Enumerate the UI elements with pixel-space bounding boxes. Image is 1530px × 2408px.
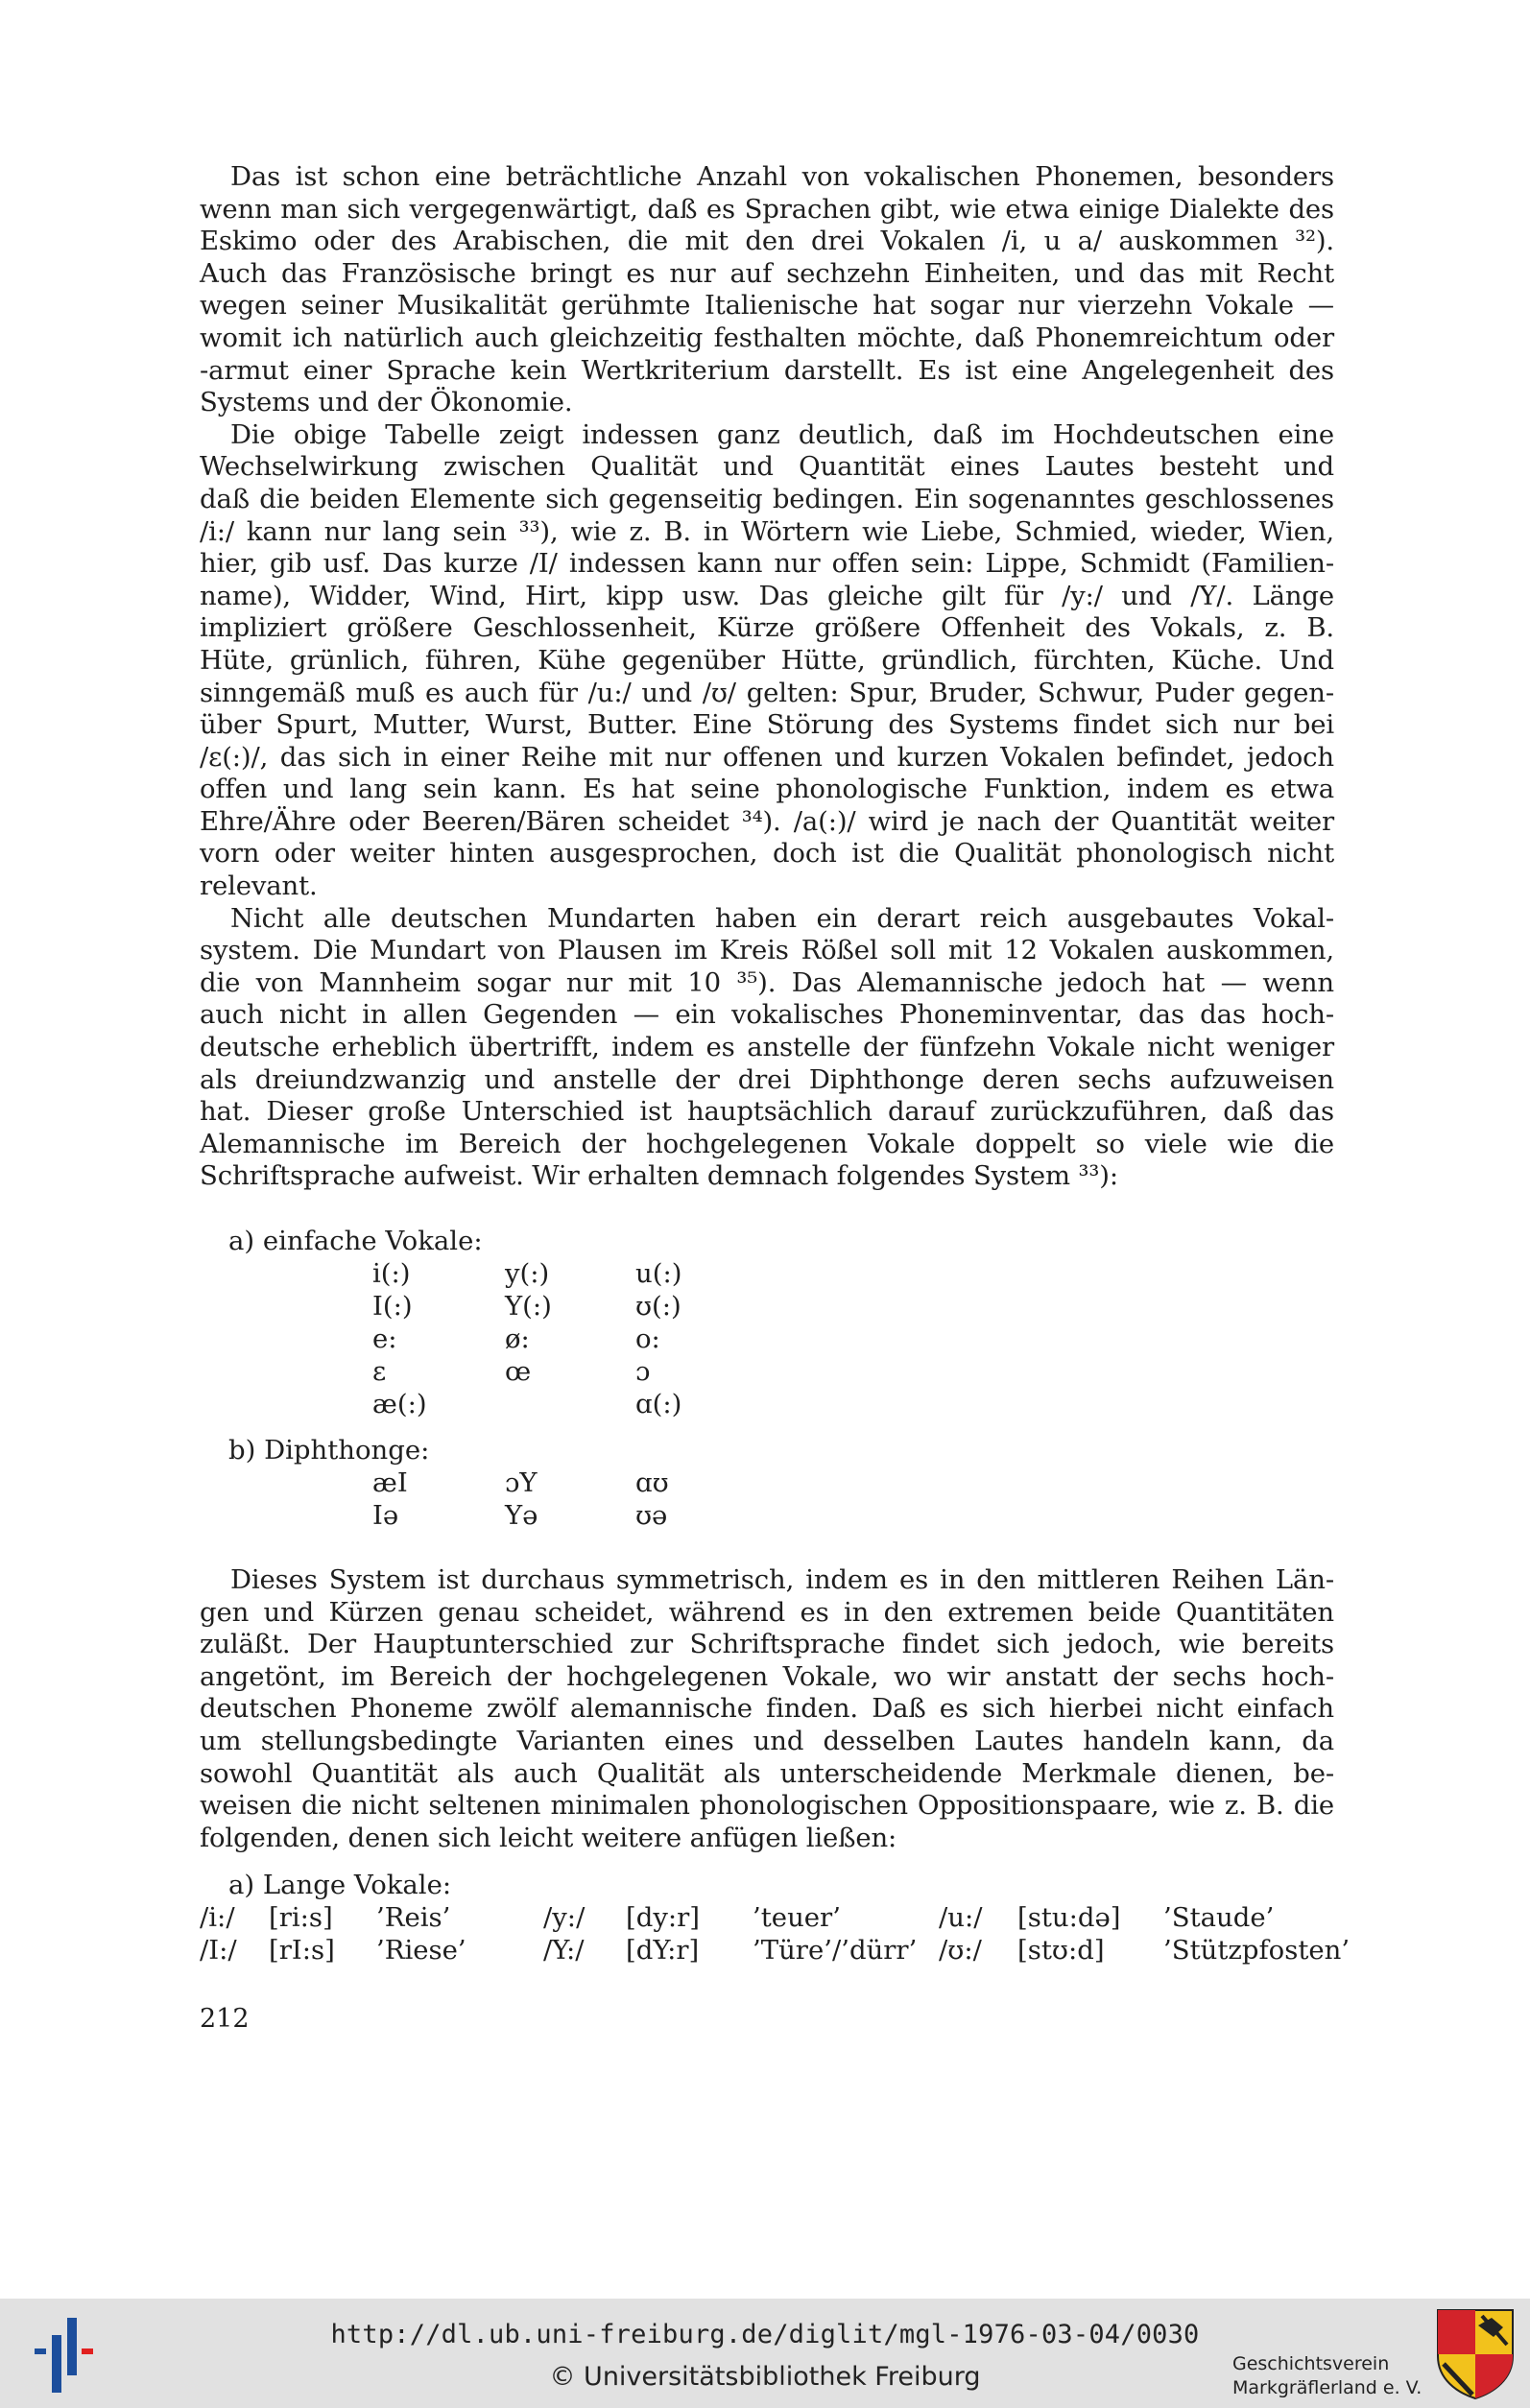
text-line: gen und Kürzen genau scheidet, während es in den extremen beide Quantitäten (200, 1596, 1334, 1628)
text-line: auch nicht in allen Gegenden — ein vokalisches Phoneminventar, das das hoch- (200, 999, 1334, 1031)
text-line: name), Widder, Wind, Hirt, kipp usw. Das gleiche gilt für /y:/ und /Y/. Länge (200, 580, 1334, 611)
text-line: Systems und der Ökonomie. (200, 387, 573, 418)
diphthong-cell: ɔY (505, 1467, 538, 1498)
vowel-cell: ɔ (635, 1356, 651, 1387)
text-line: vorn oder weiter hinten ausgesprochen, doch ist die Qualität phonologisch nicht (200, 838, 1334, 870)
minimal-pair-cell: ’Riese’ (376, 1935, 466, 1966)
minimal-pair-cell: ’Türe’/’dürr’ (753, 1935, 918, 1966)
minimal-pair-cell: ’Stützpfosten’ (1163, 1935, 1351, 1966)
text-line: /ɛ(:)/, das sich in einer Reihe mit nur offenen und kurzen Vokalen befindet, jedoch (200, 741, 1334, 773)
text-line: impliziert größere Geschlossenheit, Kürze größere Offenheit des Vokals, z. B. (200, 612, 1334, 644)
vowel-cell: ø: (505, 1323, 530, 1354)
paragraph (200, 161, 1334, 419)
minimal-pair-cell: /y:/ (543, 1902, 586, 1933)
text-line: deutschen Phoneme zwölf alemannische finden. Daß es sich hierbei nicht einfach (200, 1693, 1334, 1725)
text-line: Wechselwirkung zwischen Qualität und Quantität eines Lautes besteht und (200, 451, 1334, 483)
minimal-pair-cell: /I:/ (200, 1935, 237, 1966)
text-line: die von Mannheim sogar nur mit 10 ³⁵). Das Alemannische jedoch hat — wenn (200, 966, 1334, 998)
text-line: system. Die Mundart von Plausen im Kreis Rößel soll mit 12 Vokalen auskommen, (200, 935, 1334, 966)
text-line: folgenden, denen sich leicht weitere anfügen ließen: (200, 1822, 897, 1853)
text-line: hat. Dieser große Unterschied ist hauptsächlich darauf zurückzuführen, daß das (200, 1096, 1334, 1128)
minimal-pair-cell: [rI:s] (269, 1935, 335, 1966)
text-line: womit ich natürlich auch gleichzeitig festhalten möchte, daß Phonemreichtum oder (200, 322, 1334, 353)
text-line: sinngemäß muß es auch für /u:/ und /ʊ/ gelten: Spur, Bruder, Schwur, Puder gegen- (200, 677, 1334, 708)
text-line: zuläßt. Der Hauptunterschied zur Schriftsprache findet sich jedoch, wie bereits (200, 1629, 1334, 1660)
minimal-pair-cell: [ri:s] (269, 1902, 333, 1933)
text-line: Dieses System ist durchaus symmetrisch, indem es in den mittleren Reihen Län- (230, 1564, 1334, 1595)
society-name-line2: Markgräflerland e. V. (1232, 2377, 1422, 2398)
minimal-pair-cell: /Y:/ (543, 1935, 585, 1966)
vowel-cell: o: (635, 1323, 660, 1354)
vowel-cell: œ (505, 1356, 532, 1387)
vowels-heading: a) einfache Vokale: (228, 1226, 483, 1256)
text-line: Eskimo oder des Arabischen, die mit den drei Vokalen /i, u a/ auskommen ³²). (200, 226, 1334, 257)
vowel-cell: ɛ (372, 1356, 387, 1387)
text-line: Ehre/Ähre oder Beeren/Bären scheidet ³⁴). /a(:)/ wird je nach der Quantität weiter (200, 805, 1334, 837)
paragraph (200, 1564, 1334, 1854)
minimal-pair-cell: [dy:r] (626, 1902, 701, 1933)
diphthong-cell: ʊə (635, 1500, 668, 1531)
society-name-line1: Geschichtsverein (1232, 2353, 1390, 2374)
copyright-text: © Universitätsbibliothek Freiburg (549, 2362, 981, 2392)
vowel-cell: y(:) (505, 1258, 550, 1289)
text-line: als dreiundzwanzig und anstelle der drei Diphthonge deren sechs aufzuweisen (200, 1063, 1334, 1095)
paragraph (200, 419, 1334, 903)
vowel-cell: e: (372, 1323, 397, 1354)
text-line: Auch das Französische bringt es nur auf sechzehn Einheiten, und das mit Recht (200, 257, 1334, 289)
diphthong-cell: Iə (372, 1500, 399, 1531)
text-line: offen und lang sein kann. Es hat seine phonologische Funktion, indem es etwa (200, 774, 1334, 805)
minimal-pair-cell: ’Reis’ (376, 1902, 451, 1933)
minimal-pair-cell: /ʊ:/ (939, 1935, 982, 1966)
text-line: Schriftsprache aufweist. Wir erhalten demnach folgendes System ³³): (200, 1160, 1119, 1192)
paragraph (200, 903, 1334, 1193)
diphthong-cell: ɑʊ (635, 1467, 669, 1498)
diphthongs-heading: b) Diphthonge: (228, 1435, 430, 1466)
text-line: weisen die nicht seltenen minimalen phonologischen Oppositionspaare, wie z. B. die (200, 1790, 1334, 1822)
text-line: Das ist schon eine beträchtliche Anzahl von vokalischen Phonemen, besonders (230, 161, 1334, 192)
vowel-cell: I(:) (372, 1291, 413, 1322)
minimal-pair-cell: ’teuer’ (753, 1902, 841, 1933)
text-line: /i:/ kann nur lang sein ³³), wie z. B. in Wörtern wie Liebe, Schmied, wieder, Wien, (200, 515, 1334, 547)
diphthong-cell: æI (372, 1467, 408, 1498)
minimal-pair-cell: ’Staude’ (1163, 1902, 1275, 1933)
society-name (1232, 2352, 1422, 2400)
page-number: 212 (200, 2004, 250, 2034)
text-line: daß die beiden Elemente sich gegenseitig bedingen. Ein sogenanntes geschlossenes (200, 483, 1334, 514)
text-line: wenn man sich vergegenwärtigt, daß es Sprachen gibt, wie etwa einige Dialekte des (200, 193, 1334, 225)
body-text (200, 161, 1334, 1193)
text-line: angetönt, im Bereich der hochgelegenen Vokale, wo wir anstatt der sechs hoch- (200, 1660, 1334, 1692)
minimal-pair-cell: [dY:r] (626, 1935, 700, 1966)
viewer-footer (0, 2299, 1530, 2408)
text-line: -armut einer Sprache kein Wertkriterium darstellt. Es ist eine Angelegenheit des (200, 354, 1334, 386)
text-line: hier, gib usf. Das kurze /I/ indessen kann nur offen sein: Lippe, Schmidt (Familien- (200, 548, 1334, 580)
text-line: relevant. (200, 870, 318, 902)
minimal-pair-cell: /u:/ (939, 1902, 983, 1933)
vowel-cell: Y(:) (505, 1291, 552, 1322)
vowel-cell: æ(:) (372, 1389, 427, 1419)
vowel-cell: ɑ(:) (635, 1389, 682, 1419)
vowel-cell: i(:) (372, 1258, 411, 1289)
vowel-cell: u(:) (635, 1258, 682, 1289)
text-line: um stellungsbedingte Varianten eines und desselben Lautes handeln kann, da (200, 1725, 1334, 1756)
minimal-pair-cell: [stu:də] (1017, 1902, 1121, 1933)
minimal-pair-cell: [stʊ:d] (1017, 1935, 1105, 1966)
text-line: Die obige Tabelle zeigt indessen ganz deutlich, daß im Hochdeutschen eine (230, 418, 1334, 450)
vowel-cell: ʊ(:) (635, 1291, 681, 1322)
text-line: deutsche erheblich übertrifft, indem es anstelle der fünfzehn Vokale nicht weniger (200, 1032, 1334, 1063)
long-vowels-heading: a) Lange Vokale: (228, 1870, 452, 1900)
text-line: wegen seiner Musikalität gerühmte Italienische hat sogar nur vierzehn Vokale — (200, 290, 1334, 322)
body-text-continued (200, 1564, 1334, 1854)
permalink-url[interactable]: http://dl.ub.uni-freiburg.de/diglit/mgl-1976-03-04/0030 (330, 2320, 1200, 2349)
text-line: sowohl Quantität als auch Qualität als unterscheidende Merkmale dienen, be- (200, 1757, 1334, 1789)
diphthong-cell: Yə (505, 1500, 538, 1531)
text-line: über Spurt, Mutter, Wurst, Butter. Eine Störung des Systems findet sich nur bei (200, 709, 1334, 741)
text-line: Alemannische im Bereich der hochgelegenen Vokale doppelt so viele wie die (200, 1128, 1334, 1159)
coat-of-arms-icon (1434, 2306, 1517, 2404)
minimal-pair-cell: /i:/ (200, 1902, 235, 1933)
text-line: Nicht alle deutschen Mundarten haben ein derart reich ausgebautes Vokal- (230, 902, 1334, 934)
text-line: Hüte, grünlich, führen, Kühe gegenüber Hütte, gründlich, fürchten, Küche. Und (200, 644, 1334, 676)
